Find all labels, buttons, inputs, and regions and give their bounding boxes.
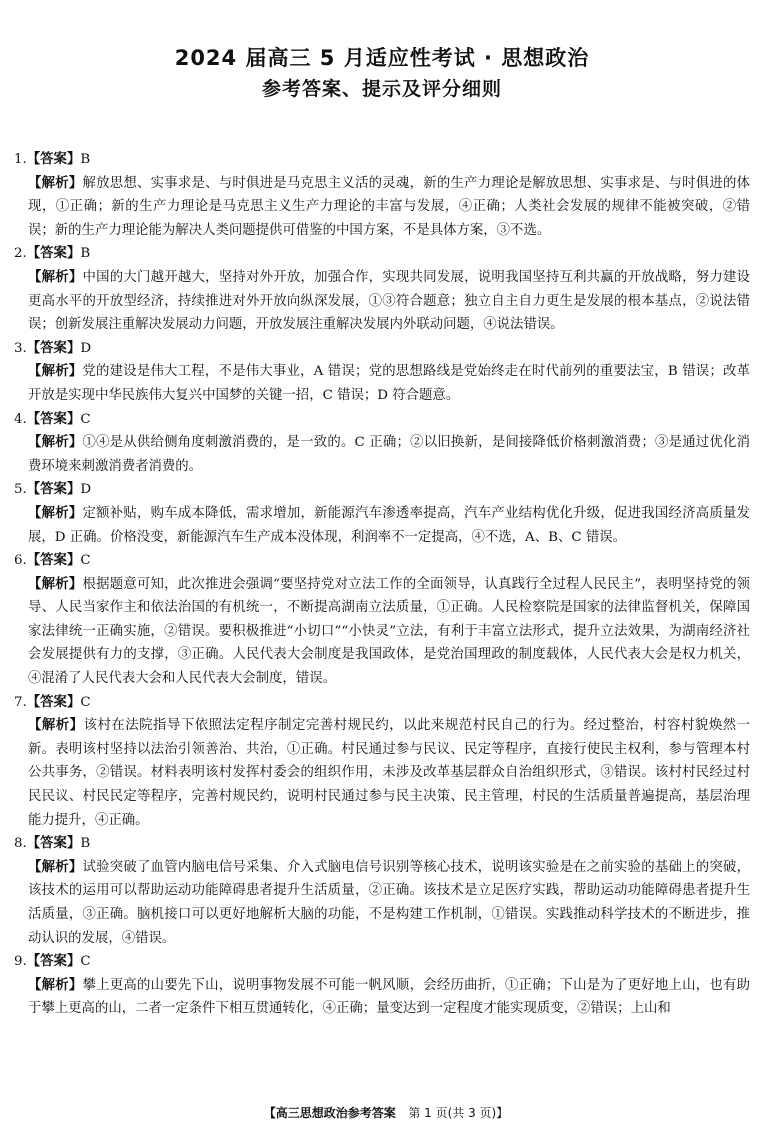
- question-analysis: [14, 266, 750, 337]
- analysis-text: 该村在法院指导下依照法定程序制定完善村规民约，以此来规范村民自己的行为。经过整治，村容村貌焕然一新。表明该村坚持以法治引领善治、共治，①正确。村民通过参与民议、民定等程序，直接行使民主权利，参与管理本村公共事务，②错误。材料表明该村发挥村委会的组织作用，未涉及改革基层群众自治组织形式，③错误。该村村民经过村民民议、村民民定等程序，完善村规民约，说明村民通过参与民主决策、民主管理，村民的生活质量普遍提高，基层治理能力提升，④正确。: [28, 718, 750, 828]
- analysis-text: 定额补贴，购车成本降低，需求增加，新能源汽车渗透率提高，汽车产业结构优化升级，促进我国经济高质量发展，D 正确。价格没变，新能源汽车生产成本没体现，利润率不一定提高，④不选，A、B、C 错误。: [28, 505, 751, 545]
- question-answer-line: [14, 691, 750, 715]
- answer-label: 【答案】: [26, 152, 81, 167]
- page-title: 2024 届高三 5 月适应性考试 · 思想政治: [174, 46, 590, 70]
- answer-value: C: [80, 411, 91, 427]
- analysis-text: 根据题意可知，此次推进会强调“要坚持党对立法工作的全面领导，认真践行全过程人民民主”，表明坚持党的领导、人民当家作主和依法治国的有机统一，不断提高湖南立法质量，①正确。人民检察院是国家的法律监督机关，保障国家法律统一正确实施，②错误。要积极推进“小切口”“小快灵”立法，有利于丰富立法形式，提升立法效果，为湖南经济社会发展提供有力的支撑，③正确。人民代表大会制度是我国政体，是党治国理政的制度载体，人民代表大会是权力机关，④混淆了人民代表大会和人民代表大会制度，错误。: [28, 576, 750, 687]
- answer-label: 【答案】: [26, 954, 81, 970]
- analysis-label: 【解析】: [28, 859, 83, 875]
- answer-label: 【答案】: [26, 482, 81, 498]
- answer-value: D: [80, 340, 92, 356]
- analysis-label: 【解析】: [28, 364, 83, 380]
- question-number: 5.: [14, 482, 27, 498]
- answer-value: C: [80, 553, 91, 569]
- analysis-text: 试验突破了血管内脑电信号采集、介入式脑电信号识别等核心技术，说明该实验是在之前实验的基础上的突破，该技术的运用可以帮助运动功能障碍患者提升生活质量，②正确。该技术是立足医疗实践，帮助运动功能障碍患者提升生活质量，③正确。脑机接口可以更好地解析大脑的功能，不是构建工作机制，①错误。实践推动科学技术的不断进步，推动认识的发展，④错误。: [28, 859, 751, 946]
- analysis-text: 中国的大门越开越大，坚持对外开放，加强合作，实现共同发展，说明我国坚持互利共赢的开放战略，努力建设更高水平的开放型经济，持续推进对外开放向纵深发展，①③符合题意；独立自主自力更生是发展的根本基点，②说法错误；创新发展注重解决发展动力问题，开放发展注重解决发展内外联动问题，④说法错误。: [28, 269, 751, 333]
- answer-value: C: [80, 954, 91, 970]
- analysis-label: 【解析】: [28, 576, 83, 592]
- analysis-text: 解放思想、实事求是、与时俱进是马克思主义活的灵魂，新的生产力理论是解放思想、实事求是、与时俱进的体现，①正确；新的生产力理论是马克思主义生产力理论的丰富与发展，④正确；人类社会发展的规律不能被突破，②错误；新的生产力理论能为解决人类问题提供可借鉴的中国方案，不是具体方案，③不选。: [28, 175, 751, 238]
- analysis-label: 【解析】: [28, 505, 83, 521]
- question-number: 6.: [14, 553, 27, 569]
- question-answer-line: [14, 478, 750, 502]
- footer-doc-name: 【高三思想政治参考答案: [263, 1106, 396, 1120]
- question-number: 8.: [14, 836, 27, 852]
- answer-value: B: [80, 836, 91, 852]
- answer-label: 【答案】: [26, 836, 81, 852]
- question-answer-line: [14, 337, 750, 361]
- question-answer-line: [14, 242, 750, 266]
- analysis-text: 党的建设是伟大工程，不是伟大事业，A 错误；党的思想路线是党始终走在时代前列的重要法宝，B 错误；改革开放是实现中华民族伟大复兴中国梦的关键一招，C 错误；D 符合题意。: [28, 364, 750, 403]
- answer-value: B: [80, 152, 91, 167]
- answer-label: 【答案】: [26, 694, 81, 710]
- answer-value: B: [80, 246, 91, 262]
- analysis-text: ①④是从供给侧角度刺激消费的，是一致的。C 正确；②以旧换新，是间接降低价格刺激消费；③是通过优化消费环境来刺激消费者消费的。: [28, 435, 751, 474]
- question-analysis: [14, 172, 750, 243]
- question-number: 1.: [14, 152, 27, 167]
- question-number: 4.: [14, 411, 27, 427]
- question-answer-line: [14, 832, 750, 856]
- question-number: 2.: [14, 246, 27, 262]
- question-analysis: [14, 974, 750, 1021]
- page-footer: [0, 1104, 772, 1121]
- question-number: 9.: [14, 954, 27, 970]
- page-subtitle: 参考答案、提示及评分细则: [261, 78, 502, 100]
- answer-label: 【答案】: [26, 340, 81, 356]
- question-analysis: [14, 856, 750, 950]
- answer-list: [14, 148, 750, 1021]
- question-analysis: [14, 573, 750, 691]
- analysis-label: 【解析】: [28, 977, 83, 993]
- question-number: 3.: [14, 340, 27, 356]
- answer-label: 【答案】: [26, 553, 81, 569]
- answer-label: 【答案】: [26, 246, 81, 262]
- analysis-label: 【解析】: [28, 269, 83, 285]
- question-analysis: [14, 360, 750, 407]
- question-answer-line: [14, 549, 750, 573]
- answer-value: D: [80, 482, 92, 498]
- question-number: 7.: [14, 694, 27, 710]
- answer-label: 【答案】: [26, 411, 81, 427]
- question-answer-line: [14, 408, 750, 432]
- question-analysis: [14, 714, 750, 832]
- question-analysis: [14, 502, 750, 549]
- question-analysis: [14, 431, 750, 478]
- analysis-label: 【解析】: [28, 175, 83, 191]
- analysis-label: 【解析】: [28, 718, 84, 734]
- question-answer-line: [14, 148, 750, 172]
- analysis-label: 【解析】: [28, 435, 83, 451]
- analysis-text: 攀上更高的山要先下山，说明事物发展不可能一帆风顺，会经历曲折，①正确；下山是为了更好地上山，也有助于攀上更高的山，二者一定条件下相互贯通转化，④正确；量变达到一定程度才能实现质变，②错误；上山和: [28, 977, 751, 1017]
- answer-value: C: [80, 694, 91, 710]
- footer-page-info: 第 1 页(共 3 页)】: [408, 1106, 509, 1120]
- question-answer-line: [14, 950, 750, 974]
